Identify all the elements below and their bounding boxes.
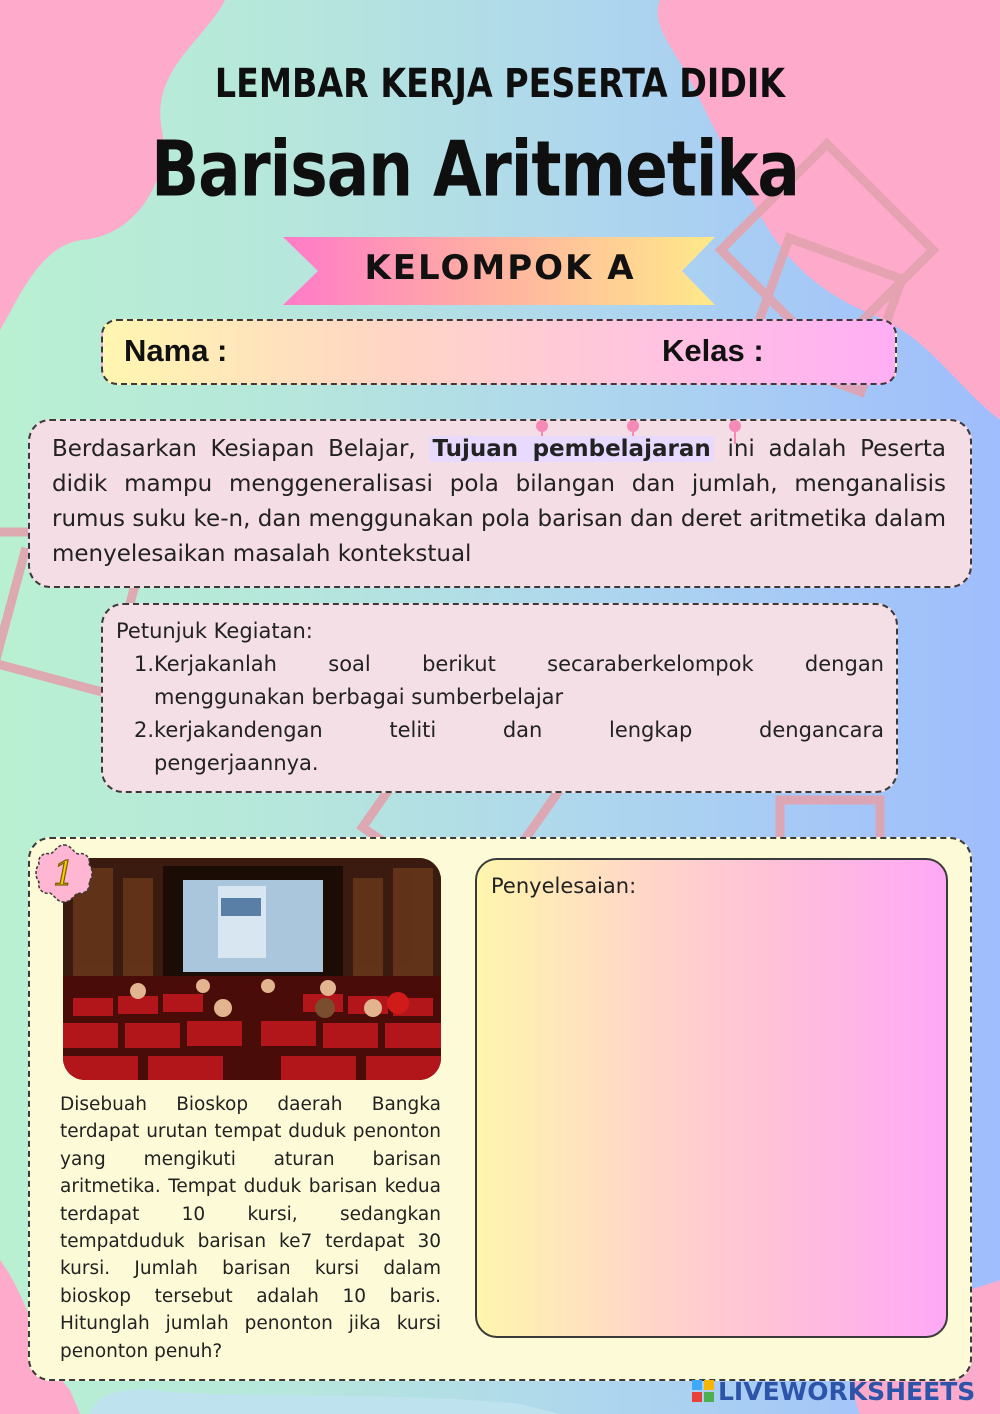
goal-rest: ini adalah Peserta didik mampu menggeneralisasi pola bilangan dan jumlah, menganalisis rumus suku ke-n, dan menggunakan pola barisan dan deret aritmetika dalam menyelesaikan masalah kontekstual	[52, 436, 946, 567]
liveworksheets-logo[interactable]	[692, 1377, 975, 1406]
question-number-badge	[33, 842, 95, 904]
instruction-line: Kerjakanlah soal berikut secaraberkelompok dengan	[154, 652, 884, 676]
group-label: KELOMPOK A	[364, 248, 636, 288]
question-text: Disebuah Bioskop daerah Bangka terdapat urutan tempat duduk penonton yang mengikuti aturan barisan aritmetika. Tempat duduk barisan kedua terdapat 10 kursi, sedangkan tempatduduk barisan ke7 terdapat 30 kursi. Jumlah barisan kursi dalam bioskop tersebut adalah 10 baris. Hitunglah jumlah penonton jika kursi penonton penuh?	[60, 1094, 441, 1362]
instruction-item	[116, 648, 884, 714]
goal-prefix: Berdasarkan Kesiapan Belajar,	[52, 436, 430, 462]
name-label: Nama :	[124, 333, 228, 368]
liveworksheets-logo-icon	[692, 1380, 714, 1402]
instruction-text	[154, 714, 884, 780]
instruction-number: 2.	[133, 718, 154, 742]
instructions-list	[116, 648, 884, 780]
worksheet-subtitle: LEMBAR KERJA PESERTA DIDIK	[214, 60, 786, 107]
instruction-line: kerjakandengan teliti dan lengkap dengancara	[154, 718, 884, 742]
cinema-photo	[63, 858, 441, 1080]
instruction-item	[116, 714, 884, 780]
goal-highlight: Tujuan pembelajaran	[429, 436, 713, 462]
instruction-line: pengerjaannya.	[154, 751, 319, 775]
worksheet-title: Barisan Aritmetika	[151, 123, 799, 215]
instruction-number: 1.	[133, 652, 154, 676]
class-label: Kelas :	[662, 333, 764, 368]
liveworksheets-brand: LIVEWORKSHEETS	[718, 1377, 976, 1406]
instruction-text	[154, 648, 884, 714]
instruction-line: menggunakan berbagai sumberbelajar	[154, 685, 564, 709]
learning-goal-text	[52, 432, 946, 572]
question-number: 1	[53, 854, 75, 894]
answer-area[interactable]	[475, 858, 948, 1338]
answer-label: Penyelesaian:	[491, 874, 637, 898]
instructions-heading: Petunjuk Kegiatan:	[116, 619, 313, 643]
